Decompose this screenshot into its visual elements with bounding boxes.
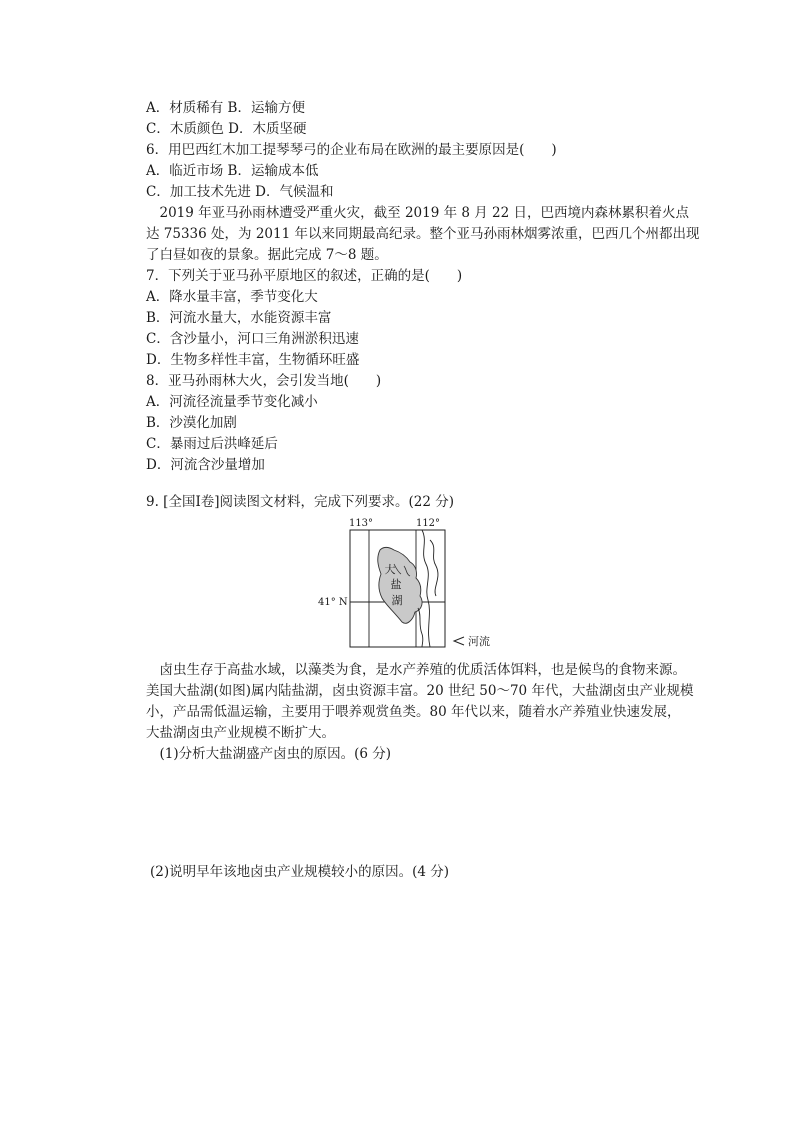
lake-label-char-3: 湖 [391,594,403,607]
q7-option-c: C．含沙量小，河口三角洲淤积迅速 [146,331,359,347]
passage-7-8-line-3: 了白昼如夜的景象。据此完成 7～8 题。 [146,247,388,263]
q8-stem: 8．亚马孙雨林大火，会引发当地( ) [146,373,382,389]
river-legend-symbol [454,637,464,645]
map-lon-113: 113° [348,518,374,529]
river-east-1 [422,530,430,647]
passage-7-8-line-1: 2019 年亚马孙雨林遭受严重火灾，截至 2019 年 8 月 22 日，巴西境内森林累积着火点 [146,205,690,221]
q9-stem: 9. [全国Ⅰ卷]阅读图文材料，完成下列要求。(22 分) [146,494,455,510]
map-lon-112: 112° [415,518,441,529]
river-east-2 [430,540,438,596]
passage-7-8-line-2: 达 75336 处，为 2011 年以来同期最高纪录。整个亚马孙雨林烟雾浓重，巴西几个州都出现 [146,226,700,242]
q8-option-b: B．沙漠化加剧 [146,415,237,431]
great-salt-lake-map [318,516,502,650]
q7-option-d: D．生物多样性丰富，生物循环旺盛 [146,352,360,368]
q6-stem: 6．用巴西红木加工提琴琴弓的企业布局在欧洲的最主要原因是( ) [146,142,557,158]
river-south [418,608,423,647]
q9-passage-line-1: 卤虫生存于高盐水域，以藻类为食，是水产养殖的优质活体饵料，也是候鸟的食物来源。 [146,662,686,678]
q9-sub-question-2: (2)说明早年该地卤虫产业规模较小的原因。(4 分) [150,864,450,880]
q7-option-a: A．降水量丰富，季节变化大 [146,289,318,305]
q9-sub-question-1: (1)分析大盐湖盛产卤虫的原因。(6 分) [146,746,392,762]
q9-passage-line-3: 小，产品需低温运输，主要用于喂养观赏鱼类。80 年代以来，随着水产养殖业快速发展， [146,704,681,720]
q5-option-ab: A．材质稀有 B．运输方便 [146,100,305,116]
map-lat-41n: 41° N [318,597,348,608]
lake-label-char-2: 盐 [390,578,402,591]
q7-stem: 7．下列关于亚马孙平原地区的叙述，正确的是( ) [146,268,463,284]
q8-option-d: D．河流含沙量增加 [146,457,265,473]
map-legend-river: 河流 [468,635,490,648]
q9-passage-line-2: 美国大盐湖(如图)属内陆盐湖，卤虫资源丰富。20 世纪 50～70 年代，大盐湖卤虫产业规模 [146,683,694,699]
q8-option-c: C．暴雨过后洪峰延后 [146,436,278,452]
q7-option-b: B．河流水量大，水能资源丰富 [146,310,332,326]
lake-label-char-1: 大 [384,563,396,576]
q8-option-a: A．河流径流量季节变化减小 [146,394,318,410]
q6-option-ab: A．临近市场 B．运输成本低 [146,163,319,179]
q6-option-cd: C．加工技术先进 D．气候温和 [146,184,334,200]
q5-option-cd: C．木质颜色 D．木质坚硬 [146,121,307,137]
q9-passage-line-4: 大盐湖卤虫产业规模不断扩大。 [146,725,335,741]
